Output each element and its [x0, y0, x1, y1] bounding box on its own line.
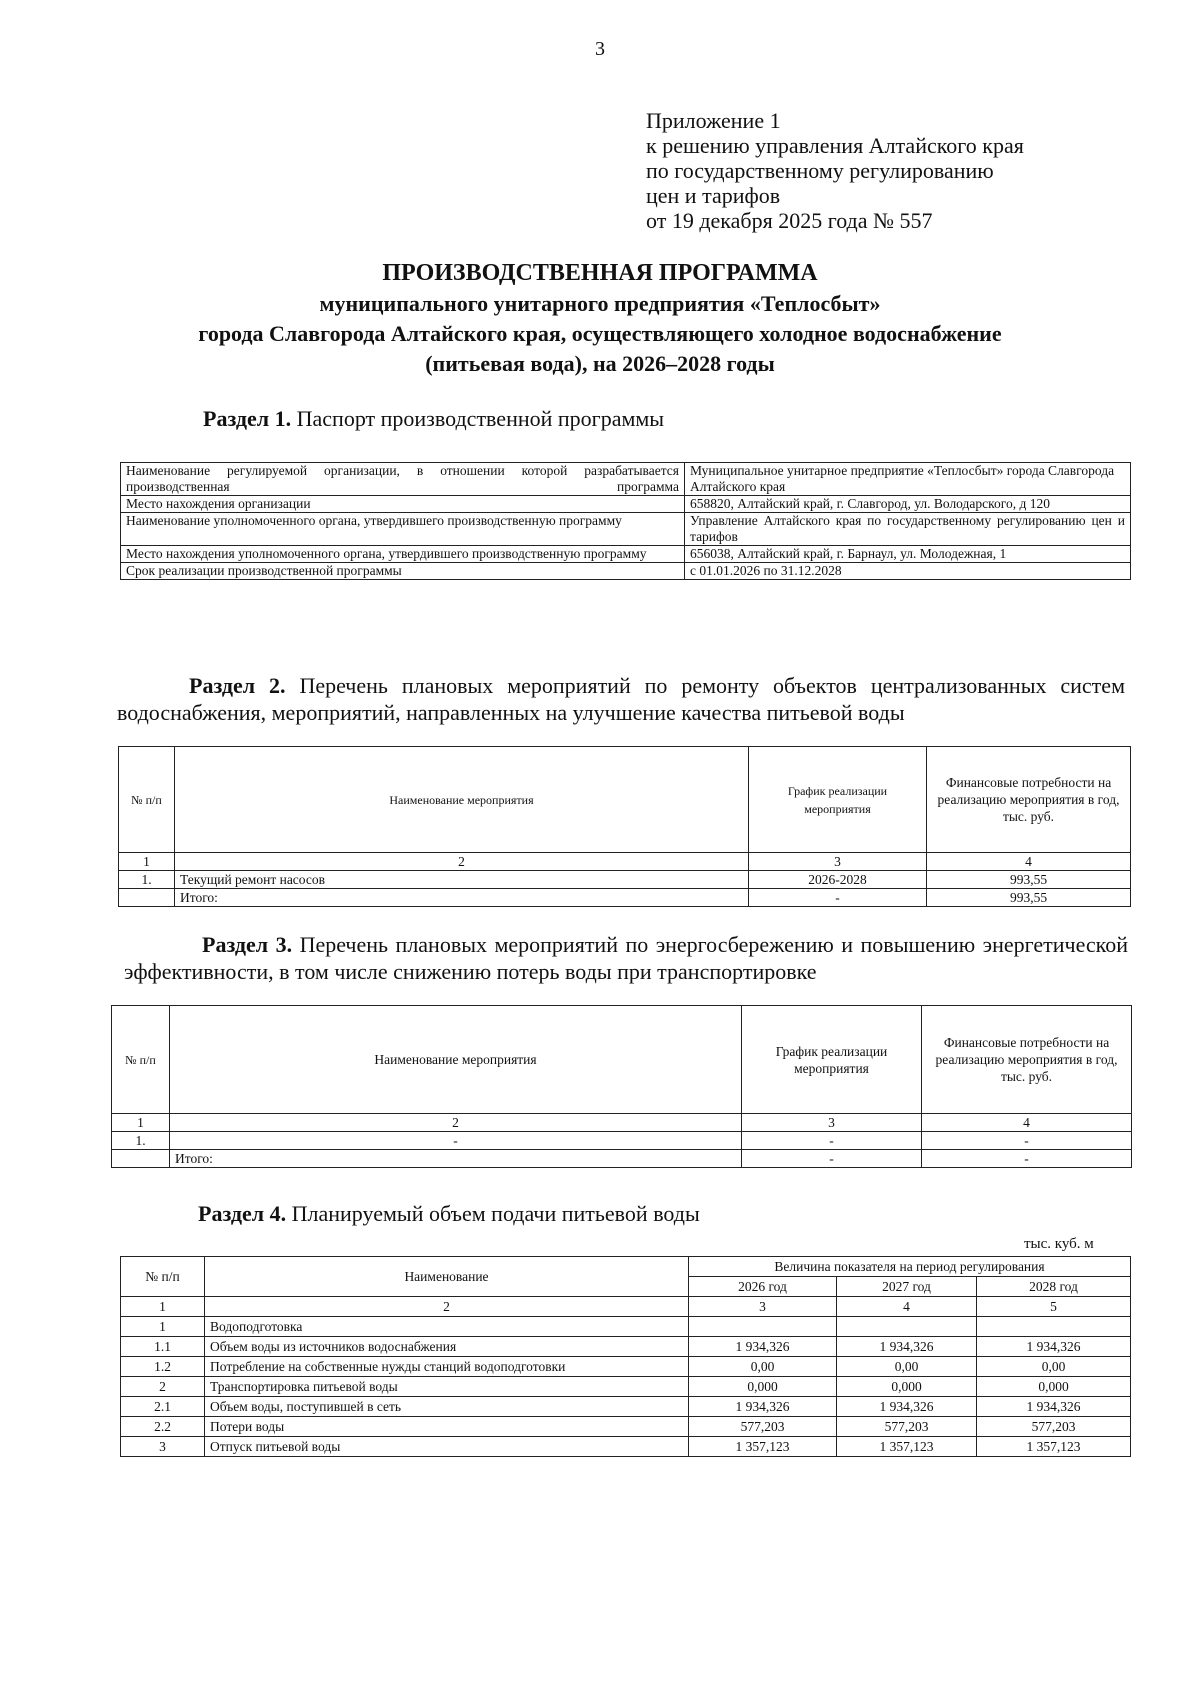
- row-value: 0,00: [837, 1357, 977, 1377]
- row-name: Объем воды, поступившей в сеть: [205, 1397, 689, 1417]
- row-name: Водоподготовка: [205, 1317, 689, 1337]
- table-row: [121, 1317, 1131, 1337]
- column-number: 3: [749, 853, 927, 871]
- section-label: Раздел 4.: [198, 1201, 287, 1226]
- table-cell: Наименование регулируемой организации, в отношении которой разрабатывается производственная программа: [121, 463, 685, 496]
- row-num: 1.2: [121, 1357, 205, 1377]
- section-text: Планируемый объем подачи питьевой воды: [286, 1201, 700, 1226]
- table-row: [121, 1377, 1131, 1397]
- table-header-row: [121, 1257, 1131, 1277]
- row-value: 1 934,326: [977, 1397, 1131, 1417]
- row-value: 1 934,326: [689, 1397, 837, 1417]
- row-schedule: -: [742, 1132, 922, 1150]
- page-number: 3: [595, 38, 605, 60]
- header-num: № п/п: [121, 1257, 205, 1297]
- table-row: [121, 496, 1131, 513]
- row-name: Потери воды: [205, 1417, 689, 1437]
- header-period: Величина показателя на период регулирования: [689, 1257, 1131, 1277]
- table-header-row: [119, 747, 1131, 853]
- header-name: Наименование мероприятия: [175, 747, 749, 853]
- table-row: [121, 546, 1131, 563]
- table-row: [121, 563, 1131, 580]
- column-number: 4: [922, 1114, 1132, 1132]
- title-line: муниципального унитарного предприятия «Теплосбыт»: [319, 291, 881, 316]
- table-colnum-row: [121, 1297, 1131, 1317]
- row-value: 577,203: [977, 1417, 1131, 1437]
- appendix-line: от 19 декабря 2025 года № 557: [646, 208, 933, 233]
- table-row: [119, 871, 1131, 889]
- row-name: Объем воды из источников водоснабжения: [205, 1337, 689, 1357]
- row-value: 0,00: [977, 1357, 1131, 1377]
- column-number: 3: [742, 1114, 922, 1132]
- row-value: 1 357,123: [837, 1437, 977, 1457]
- section-label: Раздел 3.: [202, 932, 293, 957]
- header-name: Наименование мероприятия: [170, 1006, 742, 1114]
- header-name: Наименование: [205, 1257, 689, 1297]
- column-number: 2: [175, 853, 749, 871]
- row-value: 0,000: [689, 1377, 837, 1397]
- row-finance: 993,55: [927, 871, 1131, 889]
- header-year: 2027 год: [837, 1277, 977, 1297]
- table-colnum-row: [119, 853, 1131, 871]
- repair-measures-table: [118, 746, 1131, 907]
- row-value: 1 357,123: [977, 1437, 1131, 1457]
- column-number: 4: [837, 1297, 977, 1317]
- row-num: 1: [121, 1317, 205, 1337]
- table-cell: 658820, Алтайский край, г. Славгород, ул. Володарского, д 120: [685, 496, 1131, 513]
- table-row: [121, 1337, 1131, 1357]
- row-num: [112, 1150, 170, 1168]
- column-number: 5: [977, 1297, 1131, 1317]
- header-year: 2026 год: [689, 1277, 837, 1297]
- row-name: Транспортировка питьевой воды: [205, 1377, 689, 1397]
- row-num: 2.2: [121, 1417, 205, 1437]
- row-num: [119, 889, 175, 907]
- header-finance: Финансовые потребности на реализацию мероприятия в год, тыс. руб.: [922, 1006, 1132, 1114]
- table-row: [112, 1132, 1132, 1150]
- column-number: 2: [205, 1297, 689, 1317]
- table-cell: Место нахождения организации: [121, 496, 685, 513]
- appendix-line: Приложение 1: [646, 108, 781, 133]
- appendix-block: [646, 108, 1024, 233]
- title-line: ПРОИЗВОДСТВЕННАЯ ПРОГРАММА: [382, 260, 818, 286]
- appendix-line: цен и тарифов: [646, 183, 781, 208]
- section-text: Перечень плановых мероприятий по ремонту объектов централизованных систем водоснабжения, мероприятий, направленных на улучшение качества питьевой воды: [117, 673, 1125, 725]
- header-num: № п/п: [119, 747, 175, 853]
- row-name: Текущий ремонт насосов: [175, 871, 749, 889]
- row-value: 1 934,326: [837, 1337, 977, 1357]
- column-number: 1: [112, 1114, 170, 1132]
- table-total-row: [112, 1150, 1132, 1168]
- table-header-row: [112, 1006, 1132, 1114]
- table-row: [121, 513, 1131, 546]
- table-row: [121, 1357, 1131, 1377]
- row-value: 577,203: [837, 1417, 977, 1437]
- total-schedule: -: [749, 889, 927, 907]
- row-num: 3: [121, 1437, 205, 1457]
- section-text: Паспорт производственной программы: [291, 406, 665, 431]
- total-schedule: -: [742, 1150, 922, 1168]
- row-value: 1 934,326: [837, 1397, 977, 1417]
- column-number: 2: [170, 1114, 742, 1132]
- table-cell: Наименование уполномоченного органа, утвердившего производственную программу: [121, 513, 685, 546]
- column-number: 1: [119, 853, 175, 871]
- header-finance: Финансовые потребности на реализацию мероприятия в год, тыс. руб.: [927, 747, 1131, 853]
- row-name: Отпуск питьевой воды: [205, 1437, 689, 1457]
- row-value: 1 934,326: [689, 1337, 837, 1357]
- total-finance: -: [922, 1150, 1132, 1168]
- table-row: [121, 1417, 1131, 1437]
- energy-measures-table: [111, 1005, 1132, 1168]
- total-finance: 993,55: [927, 889, 1131, 907]
- row-name: Потребление на собственные нужды станций водоподготовки: [205, 1357, 689, 1377]
- header-schedule: График реализации мероприятия: [749, 747, 927, 853]
- table-row: [121, 463, 1131, 496]
- section-text: Перечень плановых мероприятий по энергосбережению и повышению энергетической эффективности, в том числе снижению потерь воды при транспортировке: [124, 932, 1128, 984]
- row-value: 0,000: [837, 1377, 977, 1397]
- row-num: 2.1: [121, 1397, 205, 1417]
- section3-heading: [124, 931, 1128, 985]
- table-total-row: [119, 889, 1131, 907]
- section-label: Раздел 2.: [189, 673, 286, 698]
- row-value: [977, 1317, 1131, 1337]
- column-number: 4: [927, 853, 1131, 871]
- header-schedule: График реализации мероприятия: [742, 1006, 922, 1114]
- table-cell: Место нахождения уполномоченного органа, утвердившего производственную программу: [121, 546, 685, 563]
- unit-label: тыс. куб. м: [1024, 1236, 1094, 1252]
- section2-heading: [117, 672, 1125, 726]
- header-year: 2028 год: [977, 1277, 1131, 1297]
- title-line: (питьевая вода), на 2026–2028 годы: [425, 351, 775, 376]
- passport-table: [120, 462, 1131, 580]
- table-colnum-row: [112, 1114, 1132, 1132]
- section1-heading: [203, 405, 664, 432]
- row-schedule: 2026-2028: [749, 871, 927, 889]
- appendix-line: к решению управления Алтайского края: [646, 133, 1024, 158]
- table-row: [121, 1397, 1131, 1417]
- row-value: 1 357,123: [689, 1437, 837, 1457]
- section-label: Раздел 1.: [203, 406, 292, 431]
- row-name: -: [170, 1132, 742, 1150]
- row-value: 0,00: [689, 1357, 837, 1377]
- row-num: 1.: [119, 871, 175, 889]
- table-row: [121, 1437, 1131, 1457]
- section4-heading: [198, 1200, 700, 1227]
- total-label: Итого:: [175, 889, 749, 907]
- row-value: [837, 1317, 977, 1337]
- row-num: 1.: [112, 1132, 170, 1150]
- table-cell: Муниципальное унитарное предприятие «Теплосбыт» города Славгорода Алтайского края: [685, 463, 1131, 496]
- table-cell: Срок реализации производственной программы: [121, 563, 685, 580]
- row-value: 577,203: [689, 1417, 837, 1437]
- row-value: 0,000: [977, 1377, 1131, 1397]
- table-cell: Управление Алтайского края по государственному регулированию цен и тарифов: [685, 513, 1131, 546]
- column-number: 3: [689, 1297, 837, 1317]
- row-value: [689, 1317, 837, 1337]
- document-title: [60, 258, 1140, 379]
- table-cell: 656038, Алтайский край, г. Барнаул, ул. Молодежная, 1: [685, 546, 1131, 563]
- header-num: № п/п: [112, 1006, 170, 1114]
- column-number: 1: [121, 1297, 205, 1317]
- row-num: 1.1: [121, 1337, 205, 1357]
- table-cell: с 01.01.2026 по 31.12.2028: [685, 563, 1131, 580]
- title-line: города Славгорода Алтайского края, осуществляющего холодное водоснабжение: [198, 321, 1002, 346]
- row-finance: -: [922, 1132, 1132, 1150]
- row-value: 1 934,326: [977, 1337, 1131, 1357]
- total-label: Итого:: [170, 1150, 742, 1168]
- appendix-line: по государственному регулированию: [646, 158, 994, 183]
- water-supply-table: [120, 1256, 1131, 1457]
- row-num: 2: [121, 1377, 205, 1397]
